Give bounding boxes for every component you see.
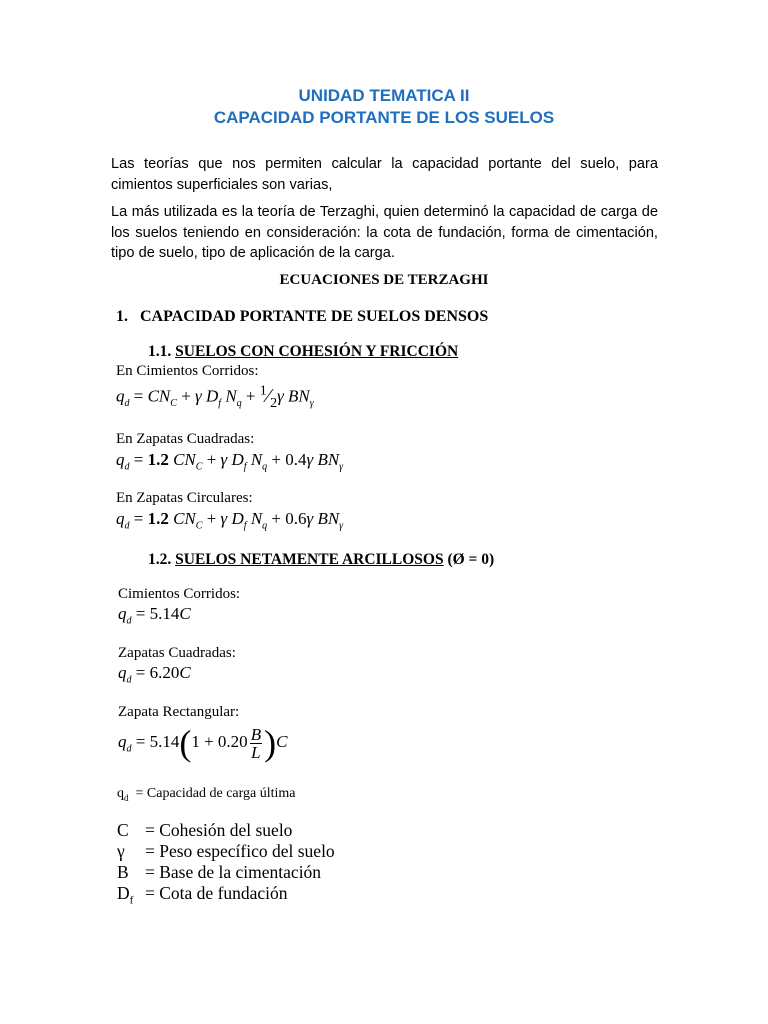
definition-df-text: = Cota de fundación bbox=[145, 883, 288, 903]
subsection-1-2-condition: (Ø = 0) bbox=[447, 551, 495, 568]
definition-gamma-text: = Peso específico del suelo bbox=[145, 841, 335, 861]
definition-c-text: = Cohesión del suelo bbox=[145, 820, 293, 840]
definition-gamma-symbol: γ bbox=[117, 841, 125, 861]
section-1-title: CAPACIDAD PORTANTE DE SUELOS DENSOS bbox=[140, 308, 489, 325]
definition-b-text: = Base de la cimentación bbox=[145, 862, 322, 882]
definitions-list bbox=[117, 820, 335, 912]
intro-paragraph-2: La más utilizada es la teoría de Terzaghi, quien determinó la capacidad de carga de los suelos teniendo en consideración: la cota de fundación, forma de cimentación, tipo de suelo, tipo de aplicación de la carga. bbox=[111, 204, 658, 261]
case-cimientos-corridos-arcilla: Cimientos Corridos: bbox=[118, 586, 241, 602]
formula-zapatas-cuadradas: $q_d = 1.2$ $CN_C + \gamma$ $D_f$ $N_q + 0.4\gamma$ $BN_\gamma$ bbox=[116, 450, 344, 473]
formula-cimientos-corridos-arcilla: $q_d = 5.14C$ bbox=[118, 604, 191, 627]
section-1-number: 1. bbox=[116, 308, 128, 325]
definition-df bbox=[117, 883, 335, 912]
definition-qd-symbol: $q_d$ bbox=[117, 786, 129, 803]
subsection-1-2-number: 1.2. bbox=[148, 551, 172, 568]
definition-b-symbol: B bbox=[117, 862, 129, 882]
intro-paragraph-1: Las teorías que nos permiten calcular la capacidad portante del suelo, para cimientos superficiales son varias, bbox=[111, 156, 658, 193]
case-zapatas-cuadradas: En Zapatas Cuadradas: bbox=[116, 431, 255, 447]
definition-qd-text: = Capacidad de carga última bbox=[135, 786, 296, 801]
definition-gamma bbox=[117, 841, 335, 862]
topic-title: CAPACIDAD PORTANTE DE LOS SUELOS bbox=[213, 108, 555, 127]
formula-cimientos-corridos: $q_d = CN_C + \gamma$ $D_f$ $N_q$ + $^1⁄_2\gamma$ $BN_\gamma$ bbox=[116, 383, 314, 411]
subsection-1-1-heading bbox=[148, 343, 458, 361]
unit-title: UNIDAD TEMATICA II bbox=[298, 86, 470, 105]
case-zapatas-cuadradas-arcilla: Zapatas Cuadradas: bbox=[118, 645, 236, 661]
definition-qd bbox=[117, 786, 296, 803]
subsection-1-1-number: 1.1. bbox=[148, 343, 172, 360]
equations-heading: ECUACIONES DE TERZAGHI bbox=[279, 272, 489, 288]
case-zapata-rectangular: Zapata Rectangular: bbox=[118, 704, 240, 720]
definition-c-symbol: C bbox=[117, 820, 129, 840]
definition-b bbox=[117, 862, 335, 883]
subsection-1-1-title: SUELOS CON COHESIÓN Y FRICCIÓN bbox=[175, 343, 459, 360]
case-zapatas-circulares: En Zapatas Circulares: bbox=[116, 490, 253, 506]
definition-df-symbol: $D_f$ bbox=[117, 883, 134, 907]
case-cimientos-corridos: En Cimientos Corridos: bbox=[116, 363, 259, 379]
subsection-1-2-heading bbox=[148, 551, 494, 569]
subsection-1-2-title: SUELOS NETAMENTE ARCILLOSOS bbox=[175, 551, 444, 568]
formula-zapatas-circulares: $q_d = 1.2$ $CN_C + \gamma$ $D_f$ $N_q + 0.6\gamma$ $BN_\gamma$ bbox=[116, 509, 344, 532]
formula-zapatas-cuadradas-arcilla: $q_d = 6.20C$ bbox=[118, 663, 191, 686]
formula-zapata-rectangular: $q_d = 5.14(1 + 0.20$ $\frac{B}{L}$ )C bbox=[118, 723, 288, 763]
section-1-heading bbox=[116, 308, 488, 326]
definition-c bbox=[117, 820, 335, 841]
